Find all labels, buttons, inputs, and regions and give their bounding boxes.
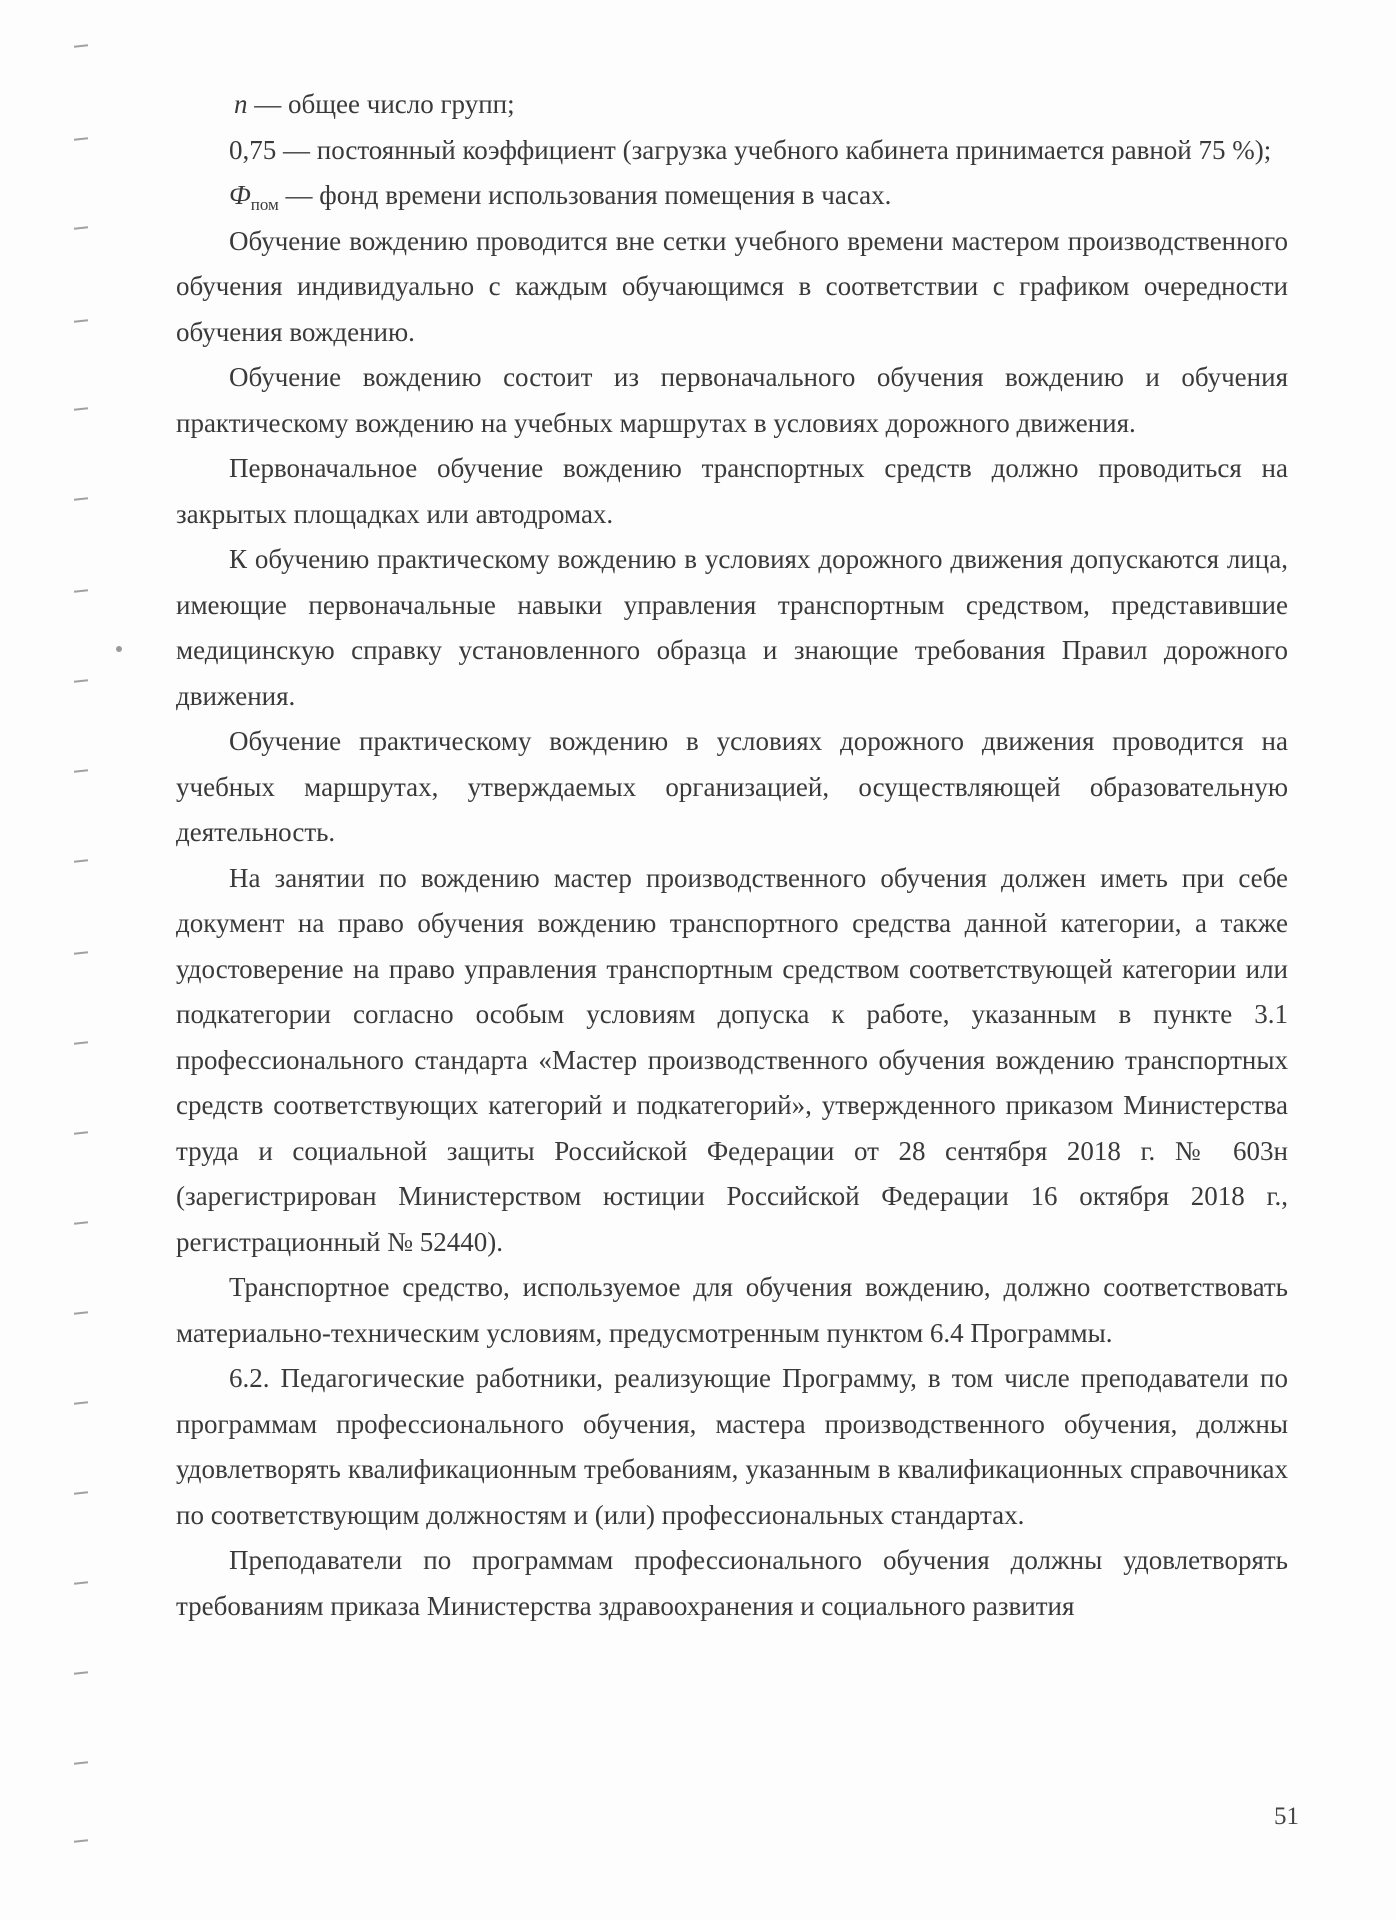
page-body	[176, 82, 1288, 1629]
variable-f: Ф	[229, 180, 251, 210]
binding-mark	[74, 589, 88, 592]
binding-mark	[74, 1671, 88, 1674]
binding-mark	[74, 1311, 88, 1314]
binding-mark	[74, 497, 88, 500]
paragraph: Первоначальное обучение вождению транспортных средств должно проводиться на закрытых площадках или автодромах.	[176, 453, 1288, 529]
binding-mark	[74, 1401, 88, 1404]
paragraph: Обучение вождению проводится вне сетки учебного времени мастером производственного обучения индивидуально с каждым обучающимся в соответствии с графиком очередности обучения вождению.	[176, 225, 1288, 347]
paragraph: Транспортное средство, используемое для обучения вождению, должно соответствовать материально-техническим условиям, предусмотренным пунктом 6.4 Программы.	[176, 1272, 1288, 1348]
binding-mark	[74, 319, 88, 322]
binding-mark	[74, 1131, 88, 1134]
binding-mark	[74, 137, 88, 140]
binding-mark	[74, 1041, 88, 1044]
binding-edge-marks	[70, 30, 90, 1870]
binding-mark	[74, 951, 88, 954]
binding-mark	[74, 226, 88, 229]
definition-f	[176, 173, 1288, 219]
variable-n: n	[234, 89, 248, 119]
margin-dot	[116, 646, 122, 652]
definition-f-text: — фонд времени использования помещения в часах.	[278, 180, 892, 210]
definition-n	[176, 82, 1288, 128]
variable-f-subscript: пом	[250, 195, 279, 214]
definition-n-text: — общее число групп;	[247, 89, 515, 119]
binding-mark	[74, 1221, 88, 1224]
definition-coefficient: 0,75 — постоянный коэффициент (загрузка учебного кабинета принимается равной 75 %);	[229, 134, 1272, 165]
paragraph: К обучению практическому вождению в условиях дорожного движения допускаются лица, имеющие первоначальные навыки управления транспортным средством, представившие медицинскую справку установленного образца и знающие требования Правил дорожного движения.	[176, 544, 1288, 711]
paragraph: Преподаватели по программам профессионального обучения должны удовлетворять требованиям приказа Министерства здравоохранения и социального развития	[176, 1545, 1288, 1621]
paragraph: Обучение практическому вождению в условиях дорожного движения проводится на учебных маршрутах, утверждаемых организацией, осуществляющей образовательную деятельность.	[176, 726, 1288, 847]
paragraph: Обучение вождению состоит из первоначального обучения вождению и обучения практическому вождению на учебных маршрутах в условиях дорожного движения.	[176, 362, 1288, 438]
binding-mark	[74, 1839, 88, 1842]
binding-mark	[74, 1491, 88, 1494]
paragraph: На занятии по вождению мастер производственного обучения должен иметь при себе документ на право обучения вождению транспортного средства данной категории, а также удостоверение на право управления транспортным средством соответствующей категории или подкатегории согласно особым условиям допуска к работе, указанным в пункте 3.1 профессионального стандарта «Мастер производственного обучения вождению транспортных средств соответствующих категорий и подкатегорий», утвержденного приказом Министерства труда и социальной защиты Российской Федерации от 28 сентября 2018 г. № 603н (зарегистрирован Министерством юстиции Российской Федерации 16 октября 2018 г., регистрационный № 52440).	[176, 862, 1288, 1257]
page-number: 51	[1274, 1803, 1299, 1830]
binding-mark	[74, 407, 88, 410]
binding-mark	[74, 859, 88, 862]
binding-mark	[74, 44, 88, 47]
binding-mark	[74, 1581, 88, 1584]
binding-mark	[74, 679, 88, 682]
binding-mark	[74, 1761, 88, 1764]
paragraph: 6.2. Педагогические работники, реализующие Программу, в том числе преподаватели по программам профессионального обучения, мастера производственного обучения, должны удовлетворять квалификационным требованиям, указанным в квалификационных справочниках по соответствующим должностям и (или) профессиональных стандартах.	[176, 1363, 1288, 1530]
binding-mark	[74, 769, 88, 772]
